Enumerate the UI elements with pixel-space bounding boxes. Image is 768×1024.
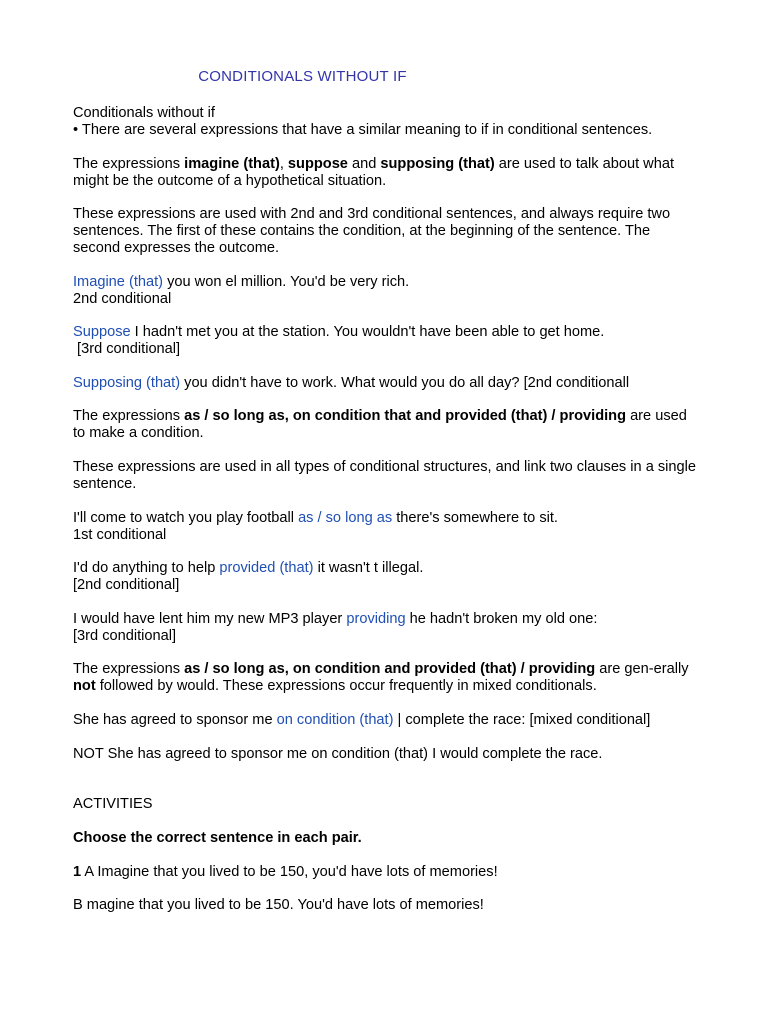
example-keyword: as / so long as [298,510,393,526]
term-not: not [73,678,96,694]
example-keyword: Supposing (that) [73,375,181,391]
term-condition-expressions: as / so long as, on condition that and provided (that) / providing [184,408,627,424]
paragraph-imagine-suppose: The expressions imagine (that), suppose and supposing (that) are used to talk about what might be the outcome of a hypothetical situation. [73,156,675,189]
example-keyword: on condition (that) [276,712,394,728]
example-tag: 1st conditional [73,527,167,543]
term-condition-expressions: as / so long as, on condition and provided (that) / providing [184,661,596,677]
example-on-condition: She has agreed to sponsor me on condition (that) | complete the race: [mixed conditional] [73,712,651,728]
question-number: 1 [73,864,82,880]
intro-block [73,105,698,139]
example-keyword: provided (that) [219,560,314,576]
intro-bullet: • There are several expressions that have a similar meaning to if in conditional sentences. [73,122,653,138]
activities-heading: ACTIVITIES [73,796,153,812]
intro-heading: Conditionals without if [73,105,215,121]
paragraph-not-would: The expressions as / so long as, on condition and provided (that) / providing are gen-erally not followed by would. These expressions occur frequently in mixed conditionals. [73,661,689,694]
example-tag: [3rd conditional] [73,341,181,357]
example-keyword: Imagine (that) [73,274,164,290]
example-imagine: Imagine (that) you won el million. You'd be very rich. 2nd conditional [73,274,410,307]
not-example-line: NOT She has agreed to sponsor me on condition (that) I would complete the race. [73,746,603,762]
question-1-option-a: 1 A Imagine that you lived to be 150, you'd have lots of memories! [73,864,498,880]
paragraph-all-types: These expressions are used in all types of conditional structures, and link two clauses in a single sentence. [73,459,696,492]
example-provided: I'd do anything to help provided (that) it wasn't t illegal. [2nd conditional] [73,560,424,593]
example-keyword: Suppose [73,324,131,340]
example-tag: 2nd conditional [73,291,172,307]
term-imagine: imagine (that) [184,156,280,172]
example-keyword: providing [346,611,406,627]
example-tag: [3rd conditional] [73,628,177,644]
example-tag: [2nd conditional] [73,577,180,593]
example-suppose: Suppose I hadn't met you at the station. You wouldn't have been able to get home. [3rd conditional] [73,324,605,357]
paragraph-condition-expressions: The expressions as / so long as, on condition that and provided (that) / providing are used to make a condition. [73,408,687,441]
document-title: CONDITIONALS WITHOUT IF [198,68,407,85]
question-1-option-b: B magine that you lived to be 150. You'd have lots of memories! [73,897,484,913]
example-providing: I would have lent him my new MP3 player providing he hadn't broken my old one: [3rd conditional] [73,611,598,644]
term-suppose: suppose [287,156,348,172]
example-supposing: Supposing (that) you didn't have to work. What would you do all day? [2nd conditionall [73,375,630,391]
example-as-long-as: I'll come to watch you play football as / so long as there's somewhere to sit. 1st conditional [73,510,558,543]
activities-instruction: Choose the correct sentence in each pair. [73,830,362,846]
paragraph-usage: These expressions are used with 2nd and 3rd conditional sentences, and always require two sentences. The first of these contains the condition, at the beginning of the sentence. The second expresses the outcome. [73,206,671,256]
term-supposing: supposing (that) [380,156,495,172]
